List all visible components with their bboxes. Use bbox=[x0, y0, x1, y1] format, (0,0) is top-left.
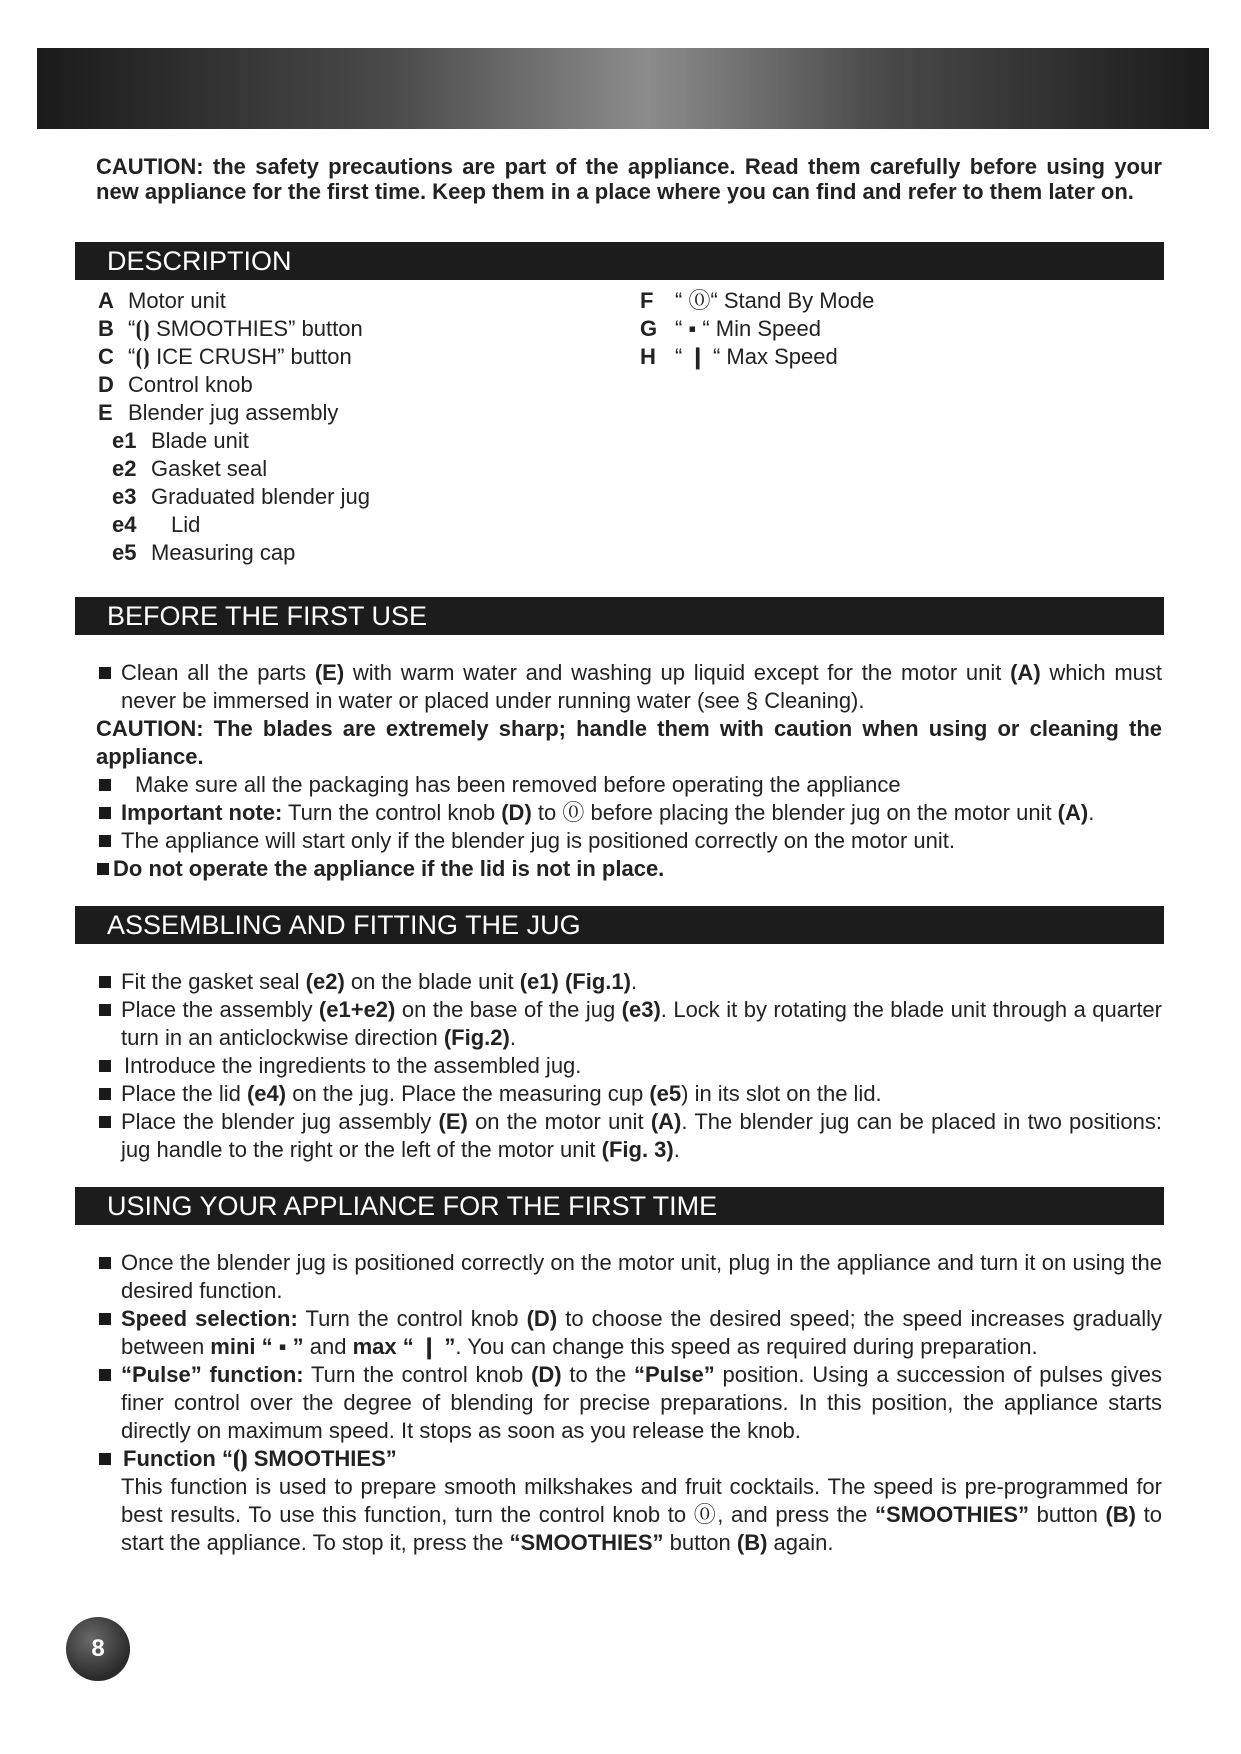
list-item: Introduce the ingredients to the assembled jug. bbox=[96, 1052, 1162, 1080]
bullet-square-icon bbox=[99, 976, 111, 988]
list-item: Speed selection: Turn the control knob (D) to choose the desired speed; the speed increases gradually between mini “ ▪ ” and max “ ❙ ”. You can change this speed as required during preparation. bbox=[96, 1305, 1162, 1361]
list-item: Once the blender jug is positioned correctly on the motor unit, plug in the appliance and turn it on using the desired function. bbox=[96, 1249, 1162, 1305]
before-first-use-list bbox=[96, 659, 1162, 883]
bullet-square-icon bbox=[99, 1369, 111, 1381]
caution-blades: CAUTION: The blades are extremely sharp; handle them with caution when using or cleaning the appliance. bbox=[96, 716, 1162, 769]
list-item: “Pulse” function: Turn the control knob (D) to the “Pulse” position. Using a succession of pulses gives finer control over the degree of blending for precise preparations. In this position, the appliance starts directly on maximum speed. It stops as soon as you release the knob. bbox=[96, 1361, 1162, 1445]
bullet-square-icon bbox=[99, 779, 111, 791]
list-item: Place the blender jug assembly (E) on the motor unit (A). The blender jug can be placed in two positions: jug handle to the right or the left of the motor unit (Fig. 3). bbox=[96, 1108, 1162, 1164]
description-item: G “ ▪ “ Min Speed bbox=[640, 316, 821, 341]
description-subitem: e2 Gasket seal bbox=[112, 456, 268, 481]
page-number: 8 bbox=[66, 1617, 130, 1681]
assembling-list bbox=[96, 968, 1162, 1164]
bullet-square-icon bbox=[99, 667, 111, 679]
description-subitem: e3 Graduated blender jug bbox=[112, 484, 370, 509]
bullet-square-icon bbox=[99, 1004, 111, 1016]
description-item: E Blender jug assembly bbox=[98, 400, 339, 425]
description-item: C “⦗⦘ ICE CRUSH” button bbox=[98, 344, 352, 369]
list-item: Make sure all the packaging has been removed before operating the appliance bbox=[96, 771, 1162, 799]
description-list-right bbox=[640, 287, 874, 371]
bullet-square-icon bbox=[97, 863, 109, 875]
list-item: Important note: Turn the control knob (D) to ⓪ before placing the blender jug on the motor unit (A). bbox=[96, 799, 1162, 827]
description-item: B “⦗⦘ SMOOTHIES” button bbox=[98, 316, 363, 341]
bullet-square-icon bbox=[99, 1313, 111, 1325]
using-list bbox=[96, 1249, 1162, 1557]
list-item: Fit the gasket seal (e2) on the blade unit (e1) (Fig.1). bbox=[96, 968, 1162, 996]
description-item: A Motor unit bbox=[98, 288, 226, 313]
description-item: D Control knob bbox=[98, 372, 253, 397]
smoothies-paragraph: This function is used to prepare smooth milkshakes and fruit cocktails. The speed is pre-programmed for best results. To use this function, turn the control knob to ⓪, and press the “SMOOTHIES” button (B) to start the appliance. To stop it, press the “SMOOTHIES” button (B) again. bbox=[121, 1474, 1162, 1555]
description-subitem: e5 Measuring cap bbox=[112, 540, 296, 565]
intro-caution: CAUTION: the safety precautions are part of the appliance. Read them carefully before using your new appliance for the first time. Keep them in a place where you can find and refer to them later on. bbox=[96, 154, 1162, 204]
bullet-square-icon bbox=[99, 807, 111, 819]
bullet-square-icon bbox=[99, 1060, 111, 1072]
header-band bbox=[37, 48, 1209, 129]
bullet-square-icon bbox=[99, 1088, 111, 1100]
description-subitem: e1 Blade unit bbox=[112, 428, 249, 453]
description-subitem: e4 Lid bbox=[112, 512, 201, 537]
section-heading-before-first-use: BEFORE THE FIRST USE bbox=[75, 597, 1164, 635]
list-item: The appliance will start only if the blender jug is positioned correctly on the motor unit. bbox=[96, 827, 1162, 855]
list-item: Place the assembly (e1+e2) on the base of the jug (e3). Lock it by rotating the blade unit through a quarter turn in an anticlockwise direction (Fig.2). bbox=[96, 996, 1162, 1052]
list-item: Function “⦗⦘ SMOOTHIES” bbox=[96, 1445, 1162, 1473]
description-list-left bbox=[98, 287, 370, 567]
section-heading-assembling: ASSEMBLING AND FITTING THE JUG bbox=[75, 906, 1164, 944]
description-item: F “ ⓪“ Stand By Mode bbox=[640, 288, 875, 313]
section-heading-description: DESCRIPTION bbox=[75, 242, 1164, 280]
bullet-square-icon bbox=[99, 835, 111, 847]
list-item: Do not operate the appliance if the lid is not in place. bbox=[96, 855, 1162, 883]
bullet-square-icon bbox=[99, 1116, 111, 1128]
list-item: Clean all the parts (E) with warm water and washing up liquid except for the motor unit (A) which must never be immersed in water or placed under running water (see § Cleaning). bbox=[96, 659, 1162, 715]
bullet-square-icon bbox=[99, 1453, 111, 1465]
list-item: Place the lid (e4) on the jug. Place the measuring cup (e5) in its slot on the lid. bbox=[96, 1080, 1162, 1108]
description-item: H “ ❙ “ Max Speed bbox=[640, 344, 838, 369]
section-heading-using: USING YOUR APPLIANCE FOR THE FIRST TIME bbox=[75, 1187, 1164, 1225]
bullet-square-icon bbox=[99, 1257, 111, 1269]
